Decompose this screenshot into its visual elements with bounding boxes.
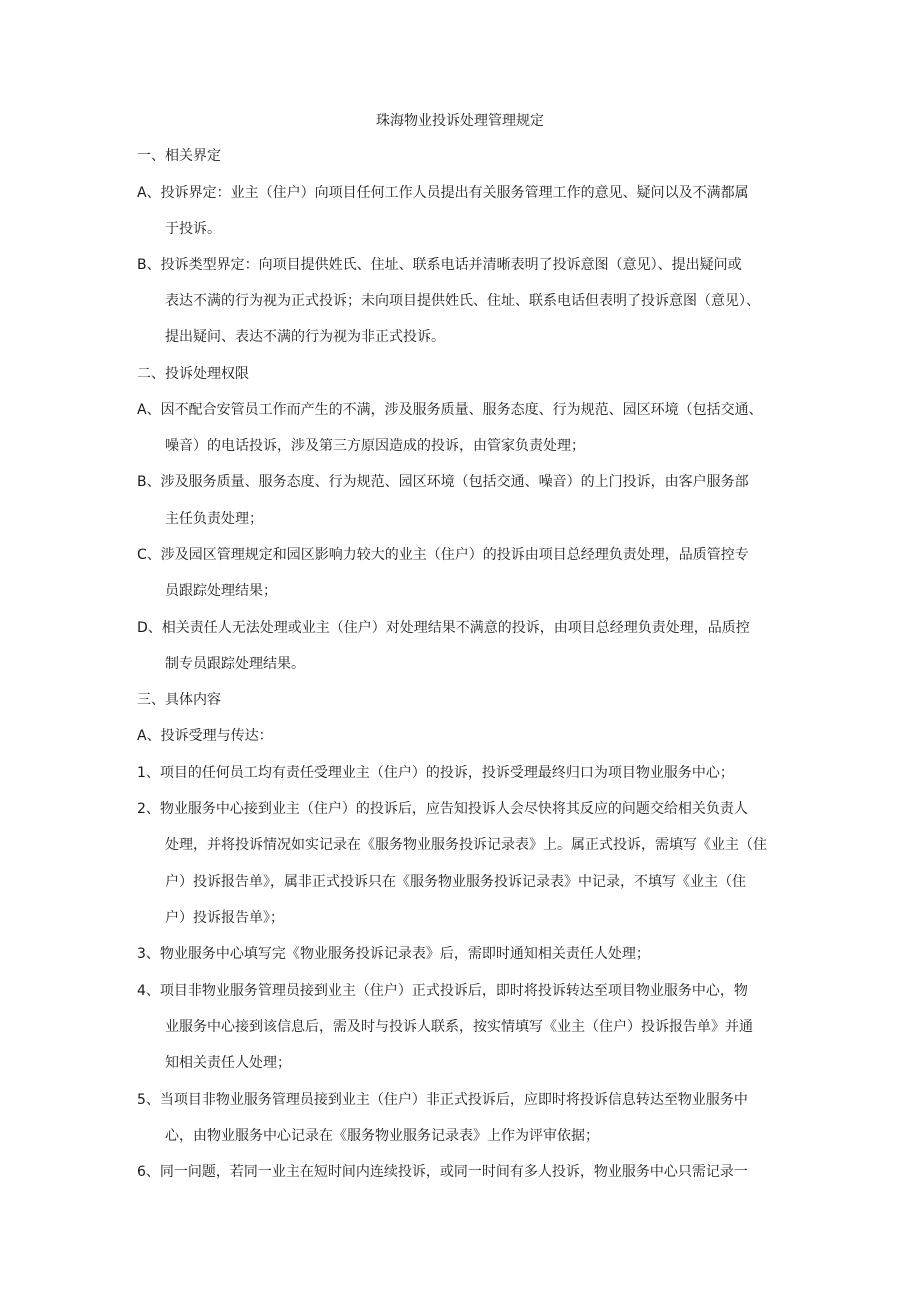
paragraph-line: 主任负责处理； — [165, 511, 263, 527]
paragraph-line: A、因不配合安管员工作而产生的不满，涉及服务质量、服务态度、行为规范、园区环境（包括交通、 — [137, 402, 763, 418]
paragraph-line: 3、物业服务中心填写完《物业服务投诉记录表》后，需即时通知相关责任人处理； — [137, 946, 650, 962]
paragraph-line: 提出疑问、表达不满的行为视为非正式投诉。 — [165, 329, 445, 345]
paragraph-line: 员跟踪处理结果； — [165, 583, 277, 599]
paragraph-line: 噪音）的电话投诉，涉及第三方原因造成的投诉，由管家负责处理； — [165, 438, 585, 454]
paragraph-line: B、投诉类型界定：向项目提供姓氏、住址、联系电话并清晰表明了投诉意图（意见）、提出疑问或 — [137, 257, 742, 273]
paragraph-line: 于投诉。 — [165, 221, 221, 237]
paragraph-line: B、涉及服务质量、服务态度、行为规范、园区环境（包括交通、噪音）的上门投诉，由客户服务部 — [137, 474, 749, 490]
paragraph-line: 表达不满的行为视为正式投诉；未向项目提供姓氏、住址、联系电话但表明了投诉意图（意见）、 — [165, 293, 760, 309]
paragraph-line: 业服务中心接到该信息后，需及时与投诉人联系，按实情填写《业主（住户）投诉报告单》并通 — [165, 1019, 753, 1035]
subsection-heading: A、投诉受理与传达： — [137, 728, 273, 744]
paragraph-line: C、涉及园区管理规定和园区影响力较大的业主（住户）的投诉由项目总经理负责处理，品质管控专 — [137, 547, 749, 563]
paragraph-line: 6、同一问题，若同一业主在短时间内连续投诉，或同一时间有多人投诉，物业服务中心只需记录一 — [137, 1164, 748, 1180]
paragraph-line: 5、当项目非物业服务管理员接到业主（住户）非正式投诉后，应即时将投诉信息转达至物业服务中 — [137, 1092, 748, 1108]
paragraph-line: 户）投诉报告单》； — [165, 910, 284, 926]
paragraph-line: 处理，并将投诉情况如实记录在《服务物业服务投诉记录表》上。属正式投诉，需填写《业主（住 — [165, 837, 767, 853]
section-heading: 一、相关界定 — [137, 148, 221, 164]
paragraph-line: 2、物业服务中心接到业主（住户）的投诉后，应告知投诉人会尽快将其反应的问题交给相关负责人 — [137, 801, 748, 817]
paragraph-line: 1、项目的任何员工均有责任受理业主（住户）的投诉，投诉受理最终归口为项目物业服务中心； — [137, 765, 734, 781]
paragraph-line: A、投诉界定：业主（住户）向项目任何工作人员提出有关服务管理工作的意见、疑问以及不满都属 — [137, 185, 749, 201]
section-heading: 三、具体内容 — [137, 692, 221, 708]
paragraph-line: 知相关责任人处理； — [165, 1055, 291, 1071]
paragraph-line: D、相关责任人无法处理或业主（住户）对处理结果不满意的投诉，由项目总经理负责处理，品质控 — [137, 620, 750, 636]
paragraph-line: 制专员跟踪处理结果。 — [165, 656, 305, 672]
document-title: 珠海物业投诉处理管理规定 — [376, 113, 544, 129]
paragraph-line: 心，由物业服务中心记录在《服务物业服务记录表》上作为评审依据； — [165, 1128, 599, 1144]
paragraph-line: 4、项目非物业服务管理员接到业主（住户）正式投诉后，即时将投诉转达至项目物业服务中心，物 — [137, 983, 748, 999]
section-heading: 二、投诉处理权限 — [137, 366, 249, 382]
paragraph-line: 户）投诉报告单》，属非正式投诉只在《服务物业服务投诉记录表》中记录，不填写《业主（住 — [165, 874, 746, 890]
